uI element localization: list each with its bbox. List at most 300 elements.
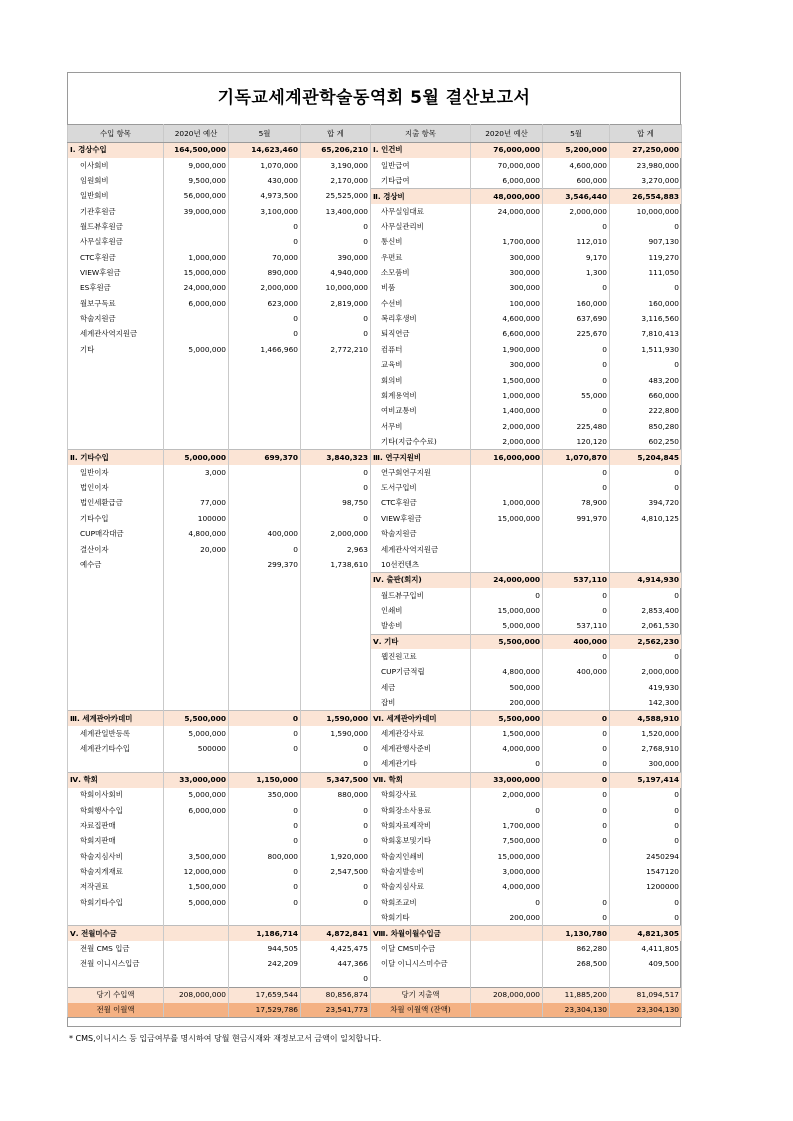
- amount-cell: 222,800: [610, 404, 682, 419]
- item-label: CUP기금적립: [371, 665, 471, 680]
- table-row: [68, 957, 682, 972]
- amount-cell: 0: [543, 649, 610, 664]
- amount-cell: [229, 619, 301, 634]
- amount-cell: 0: [301, 880, 371, 895]
- amount-cell: 2450294: [610, 849, 682, 864]
- table-row: [68, 511, 682, 526]
- item-label: Ⅰ. 인건비: [371, 143, 471, 158]
- amount-cell: 5,000,000: [164, 450, 229, 465]
- amount-cell: 5,200,000: [543, 143, 610, 158]
- amount-cell: 4,821,305: [610, 926, 682, 941]
- amount-cell: [229, 404, 301, 419]
- item-label: 당기 지출액: [371, 987, 471, 1002]
- amount-cell: [301, 419, 371, 434]
- item-label: 학회기타수입: [68, 895, 164, 910]
- amount-cell: 4,914,930: [610, 573, 682, 588]
- amount-cell: 0: [543, 358, 610, 373]
- item-label: 교육비: [371, 358, 471, 373]
- amount-cell: [164, 219, 229, 234]
- amount-cell: [164, 834, 229, 849]
- amount-cell: 300,000: [471, 265, 543, 280]
- item-label: 세계관행사준비: [371, 742, 471, 757]
- amount-cell: 3,546,440: [543, 189, 610, 204]
- amount-cell: 0: [471, 895, 543, 910]
- amount-cell: 500000: [164, 742, 229, 757]
- item-label: 일반급여: [371, 158, 471, 173]
- amount-cell: 1,500,000: [164, 880, 229, 895]
- item-label: 회계용역비: [371, 388, 471, 403]
- amount-cell: 1,920,000: [301, 849, 371, 864]
- amount-cell: 0: [543, 803, 610, 818]
- amount-cell: 1547120: [610, 864, 682, 879]
- amount-cell: 2,000,000: [471, 788, 543, 803]
- item-label: 법인이자: [68, 480, 164, 495]
- amount-cell: [164, 757, 229, 772]
- amount-cell: [164, 926, 229, 941]
- amount-cell: 0: [301, 311, 371, 326]
- amount-cell: [301, 388, 371, 403]
- amount-cell: [229, 434, 301, 449]
- amount-cell: 23,304,130: [543, 1003, 610, 1018]
- item-label: [68, 634, 164, 649]
- table-row: [68, 296, 682, 311]
- table-row: [68, 603, 682, 618]
- table-row: [68, 373, 682, 388]
- amount-cell: 394,720: [610, 496, 682, 511]
- item-label: 기타급여: [371, 173, 471, 188]
- table-row: [68, 742, 682, 757]
- column-header: 합 계: [301, 125, 371, 143]
- amount-cell: 0: [301, 465, 371, 480]
- amount-cell: 26,554,883: [610, 189, 682, 204]
- amount-cell: 7,500,000: [471, 834, 543, 849]
- amount-cell: [229, 573, 301, 588]
- table-row: [68, 173, 682, 188]
- amount-cell: [164, 480, 229, 495]
- amount-cell: [301, 680, 371, 695]
- table-row: [68, 542, 682, 557]
- amount-cell: 5,500,000: [471, 634, 543, 649]
- amount-cell: 0: [543, 480, 610, 495]
- item-label: 세금: [371, 680, 471, 695]
- amount-cell: 7,810,413: [610, 327, 682, 342]
- item-label: 결산이자: [68, 542, 164, 557]
- amount-cell: 850,280: [610, 419, 682, 434]
- amount-cell: 2,000,000: [471, 434, 543, 449]
- item-label: [68, 388, 164, 403]
- amount-cell: 0: [229, 864, 301, 879]
- amount-cell: [164, 573, 229, 588]
- item-label: 학회이사회비: [68, 788, 164, 803]
- amount-cell: [301, 404, 371, 419]
- item-label: [68, 419, 164, 434]
- item-label: 세계관기타: [371, 757, 471, 772]
- amount-cell: 400,000: [229, 526, 301, 541]
- item-label: 저작권료: [68, 880, 164, 895]
- amount-cell: [164, 311, 229, 326]
- item-label: 기타: [68, 342, 164, 357]
- amount-cell: [229, 465, 301, 480]
- amount-cell: 4,411,805: [610, 941, 682, 956]
- amount-cell: 1,590,000: [301, 726, 371, 741]
- amount-cell: [164, 649, 229, 664]
- item-label: [68, 910, 164, 925]
- item-label: Ⅲ. 세계관아카데미: [68, 711, 164, 726]
- amount-cell: 0: [229, 726, 301, 741]
- amount-cell: 1,000,000: [471, 496, 543, 511]
- amount-cell: 1,186,714: [229, 926, 301, 941]
- amount-cell: [229, 480, 301, 495]
- item-label: Ⅱ. 기타수입: [68, 450, 164, 465]
- amount-cell: 699,370: [229, 450, 301, 465]
- amount-cell: 4,940,000: [301, 265, 371, 280]
- item-label: 전월 CMS 입금: [68, 941, 164, 956]
- item-label: Ⅴ. 전월미수금: [68, 926, 164, 941]
- amount-cell: [164, 957, 229, 972]
- amount-cell: 200,000: [471, 910, 543, 925]
- amount-cell: 100000: [164, 511, 229, 526]
- amount-cell: [301, 603, 371, 618]
- item-label: [68, 665, 164, 680]
- amount-cell: [471, 941, 543, 956]
- amount-cell: 300,000: [471, 281, 543, 296]
- amount-cell: 33,000,000: [471, 772, 543, 787]
- amount-cell: 120,120: [543, 434, 610, 449]
- amount-cell: 208,000,000: [164, 987, 229, 1002]
- amount-cell: [164, 665, 229, 680]
- amount-cell: 2,000,000: [301, 526, 371, 541]
- amount-cell: 12,000,000: [164, 864, 229, 879]
- amount-cell: [164, 557, 229, 572]
- item-label: CUP매각대금: [68, 526, 164, 541]
- amount-cell: 6,000,000: [164, 296, 229, 311]
- amount-cell: [471, 557, 543, 572]
- amount-cell: 3,500,000: [164, 849, 229, 864]
- amount-cell: 0: [229, 235, 301, 250]
- table-row: [68, 895, 682, 910]
- amount-cell: 299,370: [229, 557, 301, 572]
- item-label: 당기 수입액: [68, 987, 164, 1002]
- amount-cell: 350,000: [229, 788, 301, 803]
- item-label: [68, 649, 164, 664]
- table-row: [68, 834, 682, 849]
- amount-cell: 1,070,870: [543, 450, 610, 465]
- item-label: [68, 972, 164, 987]
- table-row: [68, 634, 682, 649]
- amount-cell: 600,000: [543, 173, 610, 188]
- item-label: 학술지원금: [68, 311, 164, 326]
- amount-cell: 1,000,000: [164, 250, 229, 265]
- item-label: [68, 603, 164, 618]
- item-label: [68, 573, 164, 588]
- amount-cell: [301, 695, 371, 710]
- item-label: 우편료: [371, 250, 471, 265]
- item-label: 자료집판매: [68, 818, 164, 833]
- item-label: Ⅳ. 출판(회지): [371, 573, 471, 588]
- amount-cell: 70,000,000: [471, 158, 543, 173]
- amount-cell: 17,659,544: [229, 987, 301, 1002]
- amount-cell: [610, 542, 682, 557]
- amount-cell: 0: [543, 281, 610, 296]
- amount-cell: 991,970: [543, 511, 610, 526]
- item-label: 회의비: [371, 373, 471, 388]
- amount-cell: [543, 680, 610, 695]
- amount-cell: [164, 388, 229, 403]
- amount-cell: 3,190,000: [301, 158, 371, 173]
- item-label: [68, 588, 164, 603]
- item-label: 학술지인쇄비: [371, 849, 471, 864]
- amount-cell: 0: [229, 803, 301, 818]
- amount-cell: 2,819,000: [301, 296, 371, 311]
- amount-cell: 800,000: [229, 849, 301, 864]
- amount-cell: 0: [301, 834, 371, 849]
- amount-cell: 2,000,000: [543, 204, 610, 219]
- amount-cell: [164, 972, 229, 987]
- amount-cell: [471, 972, 543, 987]
- item-label: 학회자료제작비: [371, 818, 471, 833]
- table-row: [68, 311, 682, 326]
- amount-cell: 5,000,000: [164, 895, 229, 910]
- amount-cell: [229, 388, 301, 403]
- amount-cell: [301, 649, 371, 664]
- amount-cell: 70,000: [229, 250, 301, 265]
- amount-cell: 500,000: [471, 680, 543, 695]
- amount-cell: 637,690: [543, 311, 610, 326]
- amount-cell: [471, 649, 543, 664]
- amount-cell: 3,000: [164, 465, 229, 480]
- amount-cell: 3,840,323: [301, 450, 371, 465]
- amount-cell: 0: [543, 910, 610, 925]
- amount-cell: 1,000,000: [471, 388, 543, 403]
- amount-cell: 409,500: [610, 957, 682, 972]
- amount-cell: [301, 665, 371, 680]
- table-row: [68, 849, 682, 864]
- table-row: [68, 818, 682, 833]
- amount-cell: 0: [543, 711, 610, 726]
- item-label: Ⅲ. 연구지원비: [371, 450, 471, 465]
- amount-cell: [471, 480, 543, 495]
- amount-cell: [229, 757, 301, 772]
- table-row: [68, 358, 682, 373]
- amount-cell: 10,000,000: [610, 204, 682, 219]
- amount-cell: 0: [543, 834, 610, 849]
- table-row: [68, 557, 682, 572]
- amount-cell: 0: [543, 219, 610, 234]
- amount-cell: 0: [301, 803, 371, 818]
- amount-cell: [229, 496, 301, 511]
- amount-cell: 0: [543, 342, 610, 357]
- table-row: [68, 926, 682, 941]
- amount-cell: [229, 910, 301, 925]
- amount-cell: 0: [610, 834, 682, 849]
- table-row: [68, 496, 682, 511]
- item-label: 도서구입비: [371, 480, 471, 495]
- amount-cell: 15,000,000: [471, 849, 543, 864]
- table-row: [68, 158, 682, 173]
- amount-cell: [471, 1003, 543, 1018]
- amount-cell: 98,750: [301, 496, 371, 511]
- amount-cell: 0: [610, 465, 682, 480]
- amount-cell: 400,000: [543, 665, 610, 680]
- item-label: 학술지심사료: [371, 880, 471, 895]
- amount-cell: [301, 910, 371, 925]
- amount-cell: [164, 434, 229, 449]
- amount-cell: [164, 603, 229, 618]
- item-label: [68, 757, 164, 772]
- amount-cell: [610, 972, 682, 987]
- table-row: [68, 588, 682, 603]
- amount-cell: [229, 373, 301, 388]
- amount-cell: 0: [543, 757, 610, 772]
- amount-cell: 1,400,000: [471, 404, 543, 419]
- amount-cell: 4,800,000: [471, 665, 543, 680]
- amount-cell: 112,010: [543, 235, 610, 250]
- amount-cell: 23,980,000: [610, 158, 682, 173]
- item-label: 사무실임대료: [371, 204, 471, 219]
- amount-cell: 0: [610, 895, 682, 910]
- table-row: [68, 526, 682, 541]
- amount-cell: 0: [543, 603, 610, 618]
- amount-cell: [301, 358, 371, 373]
- amount-cell: 537,110: [543, 619, 610, 634]
- amount-cell: 0: [229, 895, 301, 910]
- amount-cell: 0: [610, 588, 682, 603]
- amount-cell: 0: [301, 972, 371, 987]
- amount-cell: 55,000: [543, 388, 610, 403]
- amount-cell: 268,500: [543, 957, 610, 972]
- amount-cell: 20,000: [164, 542, 229, 557]
- amount-cell: 0: [229, 327, 301, 342]
- amount-cell: [164, 404, 229, 419]
- amount-cell: 78,900: [543, 496, 610, 511]
- amount-cell: [229, 419, 301, 434]
- amount-cell: 2,000,000: [229, 281, 301, 296]
- item-label: 기관후원금: [68, 204, 164, 219]
- item-label: 일반회비: [68, 189, 164, 204]
- item-label: 법인세환급금: [68, 496, 164, 511]
- amount-cell: 5,000,000: [164, 788, 229, 803]
- amount-cell: 1,300: [543, 265, 610, 280]
- table-row: [68, 972, 682, 987]
- amount-cell: 944,505: [229, 941, 301, 956]
- amount-cell: 0: [229, 834, 301, 849]
- table-row: [68, 880, 682, 895]
- item-label: 퇴직연금: [371, 327, 471, 342]
- amount-cell: 1,590,000: [301, 711, 371, 726]
- table-row: [68, 695, 682, 710]
- amount-cell: 0: [610, 281, 682, 296]
- amount-cell: [301, 434, 371, 449]
- amount-cell: [164, 327, 229, 342]
- item-label: 사무실후원금: [68, 235, 164, 250]
- amount-cell: 0: [543, 726, 610, 741]
- item-label: 웹진원고료: [371, 649, 471, 664]
- column-header: 수입 항목: [68, 125, 164, 143]
- item-label: [68, 373, 164, 388]
- amount-cell: 447,366: [301, 957, 371, 972]
- table-row: [68, 649, 682, 664]
- amount-cell: 1,466,960: [229, 342, 301, 357]
- amount-cell: 0: [610, 910, 682, 925]
- item-label: 전월 이월액: [68, 1003, 164, 1018]
- amount-cell: 0: [543, 373, 610, 388]
- table-row: [68, 327, 682, 342]
- amount-cell: [301, 634, 371, 649]
- amount-cell: 200,000: [471, 695, 543, 710]
- amount-cell: 419,930: [610, 680, 682, 695]
- amount-cell: [471, 542, 543, 557]
- amount-cell: 9,500,000: [164, 173, 229, 188]
- item-label: 통신비: [371, 235, 471, 250]
- amount-cell: 0: [543, 895, 610, 910]
- table-row: [68, 772, 682, 787]
- item-label: 비품: [371, 281, 471, 296]
- amount-cell: 3,000,000: [471, 864, 543, 879]
- header-row: [68, 125, 682, 143]
- amount-cell: 164,500,000: [164, 143, 229, 158]
- amount-cell: [229, 511, 301, 526]
- amount-cell: [164, 1003, 229, 1018]
- amount-cell: 242,209: [229, 957, 301, 972]
- amount-cell: 24,000,000: [471, 204, 543, 219]
- amount-cell: 483,200: [610, 373, 682, 388]
- amount-cell: 4,810,125: [610, 511, 682, 526]
- amount-cell: 0: [610, 788, 682, 803]
- item-label: 이달 이니시스미수금: [371, 957, 471, 972]
- table-row: [68, 388, 682, 403]
- amount-cell: 0: [229, 818, 301, 833]
- amount-cell: [301, 588, 371, 603]
- amount-cell: 39,000,000: [164, 204, 229, 219]
- amount-cell: 0: [301, 742, 371, 757]
- table-row: [68, 404, 682, 419]
- table-row: [68, 265, 682, 280]
- ledger-table: [67, 124, 682, 1018]
- amount-cell: 623,000: [229, 296, 301, 311]
- amount-cell: 0: [543, 788, 610, 803]
- amount-cell: [164, 634, 229, 649]
- amount-cell: 6,600,000: [471, 327, 543, 342]
- amount-cell: 23,541,773: [301, 1003, 371, 1018]
- amount-cell: 907,130: [610, 235, 682, 250]
- amount-cell: [164, 910, 229, 925]
- amount-cell: 300,000: [610, 757, 682, 772]
- table-row: [68, 788, 682, 803]
- amount-cell: 2,772,210: [301, 342, 371, 357]
- amount-cell: [164, 941, 229, 956]
- item-label: Ⅵ. 세계관아카데미: [371, 711, 471, 726]
- amount-cell: 1,520,000: [610, 726, 682, 741]
- amount-cell: 390,000: [301, 250, 371, 265]
- item-label: CTC후원금: [371, 496, 471, 511]
- amount-cell: 15,000,000: [164, 265, 229, 280]
- amount-cell: 0: [471, 588, 543, 603]
- amount-cell: 24,000,000: [164, 281, 229, 296]
- amount-cell: [471, 926, 543, 941]
- amount-cell: 0: [229, 711, 301, 726]
- amount-cell: [610, 526, 682, 541]
- amount-cell: [229, 972, 301, 987]
- amount-cell: [543, 864, 610, 879]
- amount-cell: [229, 665, 301, 680]
- amount-cell: 160,000: [610, 296, 682, 311]
- amount-cell: [164, 818, 229, 833]
- amount-cell: 1,511,930: [610, 342, 682, 357]
- item-label: 학술지게재료: [68, 864, 164, 879]
- item-label: Ⅳ. 학회: [68, 772, 164, 787]
- amount-cell: 660,000: [610, 388, 682, 403]
- footnote: * CMS,이니시스 등 입금여부를 명시하여 당월 현금시재와 재정보고서 금액이 일치합니다.: [69, 1034, 382, 1043]
